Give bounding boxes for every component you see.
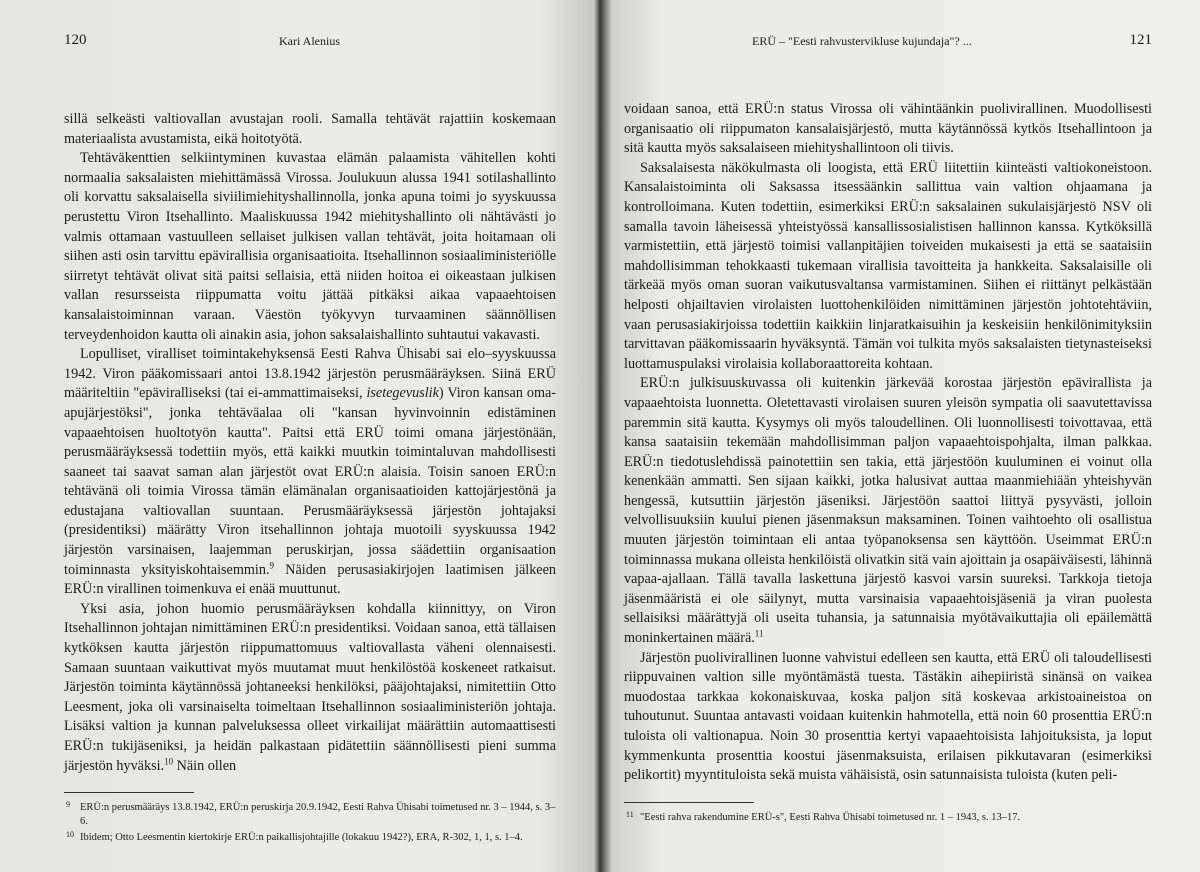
footnote	[624, 811, 1152, 825]
footnote-text: Ibidem; Otto Leesmentin kiertokirje ERÜ:n paikallisjohtajille (lokakuu 1942?), ERA, R-302, 1, 1, s. 1–4.	[80, 832, 523, 844]
paragraph-segment: ) Viron kansan oma-apujärjestöksi", jonka tehtäväalaa oli "kansan hyvinvoinnin edistäminen vapaaehtoisen huoltotyön kautta". Paitsi että ERÜ toimi omana järjestönään, perusmääräyksessä todettiin myös, että kaikki muutkin toimintaluvan mahdollisesti saaneet tai saavat saman alan järjestöt ovat ERÜ:n alaisia. Toisin sanoen ERÜ:n tehtävänä oli toimia Virossa tämän elämänalan organisaatioiden kattojärjestönä ja edustajana valtiovallan suuntaan. Perusmääräyksessä järjestön johtajaksi (presidentiksi) määrätty Viron itsehallinnon johtaja muotoili syyskuussa 1942 järjestön varsinaisen, laajemman peruskirjan, jossa säädettiin organisaation toiminnasta yksityiskohtaisemmin.	[64, 385, 556, 578]
paragraph-segment: Näin ollen	[173, 757, 237, 774]
paragraph	[64, 345, 556, 600]
paragraph: Tehtäväkenttien selkiintyminen kuvastaa elämän palaamista vähitellen kohti normaalia saksalaisten miehittämässä Virossa. Joulukuun alussa 1941 sotilashallinto oli korvattu saksalaisella siviilimiehityshallinnolla, jonka apuna toimi jo syyskuussa perustettu Viron Itsehallinto. Maaliskuussa 1942 miehityshallinto oli nähtävästi jo valmis ottamaan vastuulleen sellaiset julkisen vallan tehtävät, joita hoitamaan oli siihen asti osin tarvittu epävirallisia organisaatioita. Itsehallinnon sosiaaliministeriölle siirretyt tehtävät olivat sitä paitsi sellaisia, että niiden hoitoa ei oikeastaan julkisen vallan resursseista riippumatta voitu jättää pitkäksi aikaa vapaaehtoisen kansalaistoiminnan varaan. Väestön työkyvyn turvaaminen säännöllisen terveydenhoidon kautta oli ainakin asia, johon saksalaishallinto suhtautui vakavasti.	[64, 150, 556, 343]
footnote-text: "Eesti rahva rakendumine ERÜ-s", Eesti Rahva Ühisabi toimetused nr. 1 – 1943, s. 13–17.	[640, 811, 1021, 823]
footnote-text: ERÜ:n perusmääräys 13.8.1942, ERÜ:n peruskirja 20.9.1942, Eesti Rahva Ühisabi toimetused nr. 3 – 1944, s. 3–6.	[80, 802, 556, 828]
footnote	[64, 801, 556, 829]
footnote-mark: 9	[66, 800, 70, 810]
paragraph	[64, 600, 556, 776]
paragraph: sillä selkeästi valtiovallan avustajan rooli. Samalla tehtävät rajattiin koskemaan materiaalista avustamista, eikä hoitotyötä.	[64, 111, 556, 147]
right-page	[602, 0, 1200, 872]
paragraph-segment: Näiden perusasiakirjojen laatimisen jälkeen ERÜ:n virallinen toimenkuva ei enää muuttunut.	[64, 561, 556, 598]
paragraph-segment: Yksi asia, johon huomio perusmääräyksen kohdalla kiinnittyy, on Viron Itsehallinnon johtajan nimittäminen ERÜ:n presidentiksi. Voidaan sanoa, että tällaisen kytköksen kautta järjestön riippumattomuus valtiovallasta väheni olennaisesti. Samaan suuntaan vaikuttivat myös muutamat muut henkilöstöä koskeneet ratkaisut. Järjestön toiminta käytännössä johtaneeksi henkilöksi, pääjohtajaksi, nimitettiin Otto Leesment, joka oli varsinaiselta toimeltaan Itsehallinnon sosiaaliministeriön johtaja. Lisäksi valtion ja kunnan palveluksessa olleet virkailijat määrättiin automaattisesti ERÜ:n tukijäseniksi, ja heidän palkastaan pidätettiin säännöllisesti pieni summa järjestön hyväksi.	[64, 600, 556, 774]
paragraph: voidaan sanoa, että ERÜ:n status Virossa oli vähintäänkin puolivirallinen. Muodollisesti organisaatio oli riippumaton kansalaisjärjestö, mutta käytännössä kytkös Itsehallintoon ja sitä kautta myös saksalaiseen miehityshallintoon oli tiivis.	[624, 101, 1152, 157]
right-footnotes	[624, 811, 1152, 825]
paragraph-segment: Lopulliset, viralliset toimintakehyksensä Eesti Rahva Ühisabi sai elo–syyskuussa 1942. Viron pääkomissaari antoi 13.8.1942 järjestön perusmääräyksen. Siinä ERÜ määriteltiin "epäviralliseksi (tai ei-ammattimaiseksi,	[64, 346, 556, 402]
running-head-author: Kari Alenius	[279, 34, 340, 48]
page-number-left: 120	[64, 32, 87, 48]
paragraph: Järjestön puolivirallinen luonne vahvistui edelleen sen kautta, että ERÜ oli taloudellisesti riippuvainen valtion sille myöntämästä tuesta. Tästäkin aihepiiristä sinänsä on vaikea muodostaa tarkkaa kokonaiskuvaa, koska paljon sitä koskevaa arkistoaineistoa on tuhoutunut. Suuntaa antavasti voidaan kuitenkin hahmotella, että noin 60 prosenttia ERÜ:n tuloista oli valtionapua. Noin 30 prosenttia kertyi vapaaehtoisista lahjoituksista, ja loput kymmenkunta prosenttia koostui jäsenmaksuista, erilaisen pikkutavaran (esimerkiksi pelikortit) myyntituloista sekä muista vähäisistä, osin satunnaisista tuloista (kuten peli-	[624, 649, 1152, 784]
footnote-mark: 10	[66, 830, 74, 840]
footnote-ref: 11	[754, 628, 764, 639]
footnote-mark: 11	[626, 809, 634, 819]
right-body-text	[624, 100, 1152, 786]
left-body-text	[64, 110, 556, 776]
italic-term: isetegevuslik	[366, 385, 439, 402]
left-running-head	[64, 30, 556, 58]
right-running-head	[624, 30, 1152, 58]
footnote	[64, 831, 556, 845]
paragraph	[624, 374, 1152, 648]
paragraph-segment: ERÜ:n julkisuuskuvassa oli kuitenkin järkevää korostaa järjestön epävirallista ja vapaaehtoista luonnetta. Oletettavasti virolaisen suuren yleisön sympatia oli saavutettavissa paremmin sitä kautta. Kysymys oli myös taloudellinen. Oli luonnollisesti toivottavaa, että kansa saataisiin tekemään mahdollisimman paljon vapaaehtoispohjalta, ilman palkkaa. ERÜ:n tiedotuslehdissä painotettiin sen takia, että järjestöön kuuluminen ei voinut olla kenenkään ammatti. Sen sijaan kaikki, jotka halusivat auttaa maanmiehiään yhteishyvän hengessä, kutsuttiin järjestön jäseniksi. Järjestöön saattoi liittyä pysyvästi, jolloin velvollisuuksiin kuului pienen jäsenmaksun maksaminen. Toinen vaihtoehto oli osallistua muuten järjestön toimintaan eli antaa työpanoksensa sen käyttöön. Useimmat ERÜ:n toiminnassa mukana olleista henkilöistä olivatkin sitä vain ajoittain ja osapäiväisesti, lähinnä vapaa-ajallaan. Tällä tavalla laskettuna järjestö kasvoi varsin suureksi. Tarkkoja tietoja jäsenmääristä ei ole säilynyt, mutta varsinaisia vapaaehtoisjäseniä ja viran puolesta sellaisiksi määrättyjä oli useita tuhansia, ja satunnaisia myötävaikuttajia oli epäilemättä moninkertainen määrä.	[624, 375, 1152, 647]
footnote-ref: 9	[269, 559, 274, 570]
paragraph: Saksalaisesta näkökulmasta oli loogista, että ERÜ liitettiin kiinteästi valtiokoneistoon. Kansalaistoiminta oli Saksassa itsessäänkin sallittua vain valtion ohjaamana ja kontrolloimana. Kuten todettiin, esimerkiksi ERÜ:n saksalainen sukulaisjärjestö NSV oli samalla tavoin läheisessä yhteistyössä kansallissosialistisen hallinnon kanssa. Kytköksillä varmistettiin, että järjestö toimisi vallanpitäjien toiveiden mukaisesti ja että se saataisiin mahdollisimman tehokkaasti tukemaan virallisia tavoitteita ja hankkeita. Saksalaisille oli tärkeää myös oman suoran vaikutusvaltansa varmistaminen. Siihen ei riittänyt pelkästään helposti ohjailtavien virolaisten luottohenkilöiden nimittäminen järjestön johtotehtäviin, vaan perusasiakirjoissa todettiin kaikkiin linjaratkaisuihin ja keskeisiin henkilönimityksiin tarvittavan pääkomissaarin hyväksyntä. Tämän voi tulkita myös saksalaisten tietynasteiseksi luottamuspulaksi virolaisia kollaboraattoreita kohtaan.	[624, 159, 1152, 372]
left-page	[0, 0, 590, 872]
running-head-title: ERÜ – "Eesti rahvustervikluse kujundaja"? ...	[752, 34, 972, 48]
footnote-divider	[624, 802, 754, 803]
page-number-right: 121	[1129, 32, 1152, 48]
footnote-ref: 10	[164, 755, 174, 766]
footnote-divider	[64, 792, 194, 793]
left-footnotes	[64, 801, 556, 845]
